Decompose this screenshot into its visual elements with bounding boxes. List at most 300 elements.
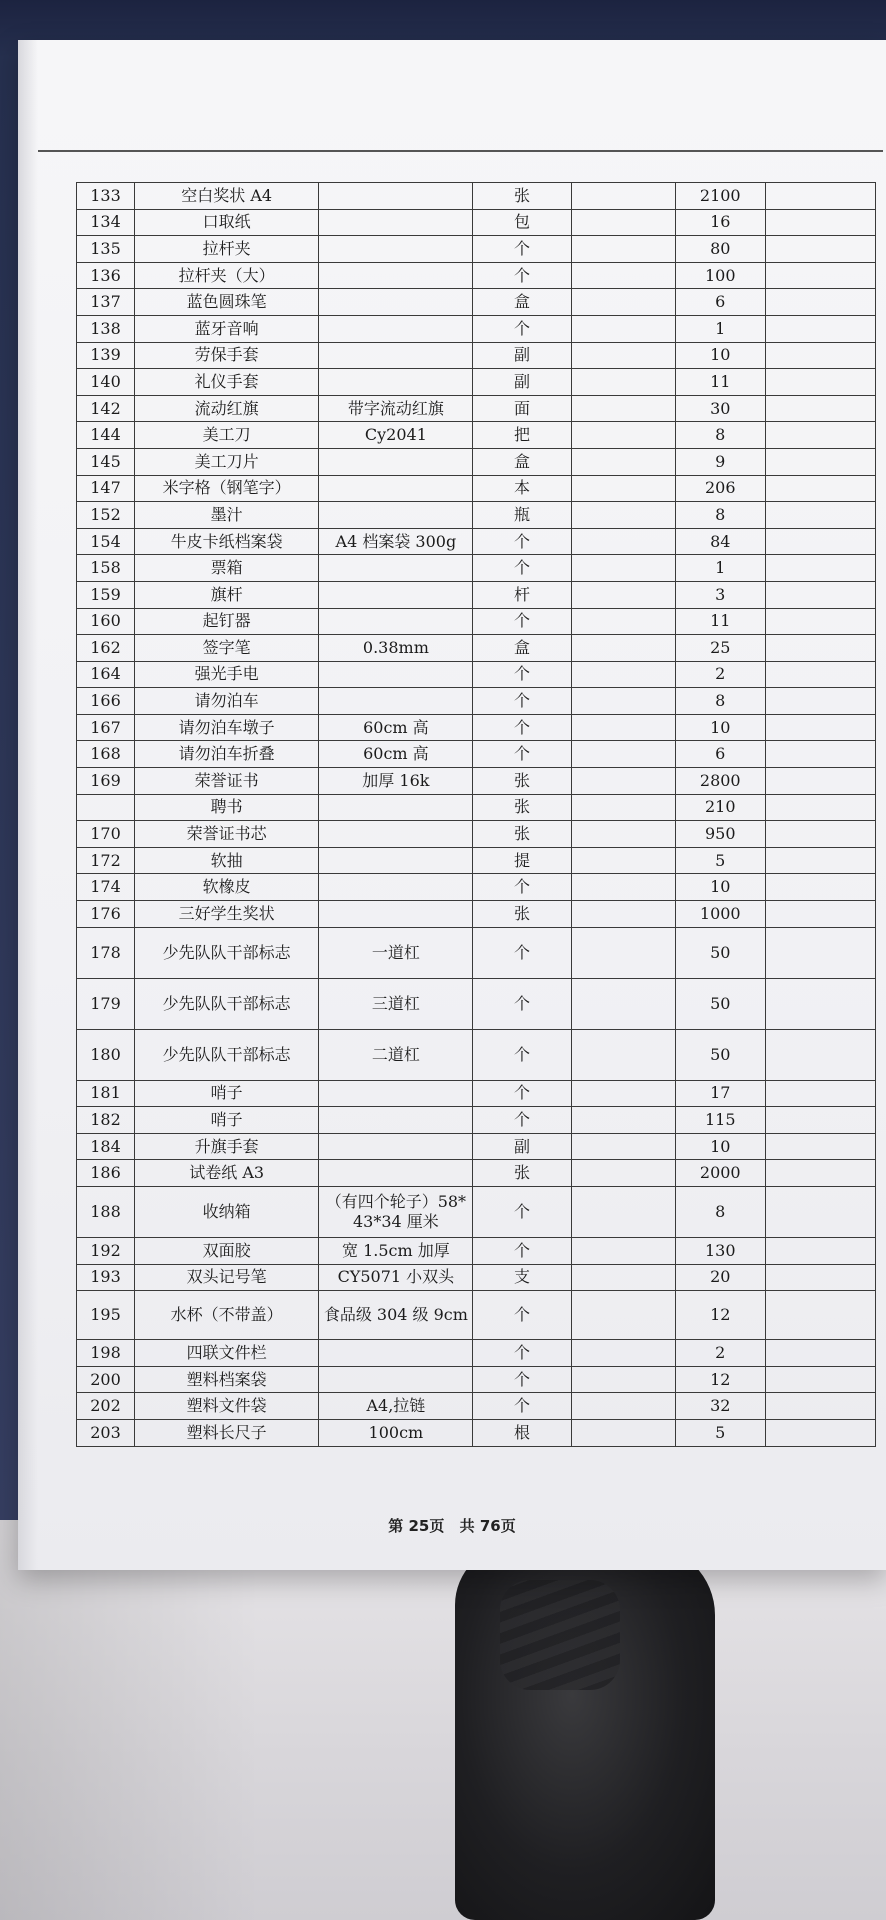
- cell-item-unit: 个: [473, 1340, 571, 1367]
- cell-item-number: 164: [77, 661, 135, 688]
- table-row: [77, 1366, 876, 1393]
- cell-blank: [571, 901, 675, 928]
- cell-item-quantity: 3: [675, 581, 765, 608]
- cell-item-spec: [319, 1340, 473, 1367]
- cell-blank: [765, 262, 875, 289]
- cell-item-quantity: 6: [675, 289, 765, 316]
- cell-blank: [571, 315, 675, 342]
- table-row: [77, 927, 876, 978]
- cell-blank: [765, 581, 875, 608]
- cell-item-number: 172: [77, 847, 135, 874]
- cell-item-number: 176: [77, 901, 135, 928]
- cell-blank: [765, 528, 875, 555]
- cell-item-spec: （有四个轮子）58*43*34 厘米: [319, 1187, 473, 1238]
- cell-item-quantity: 9: [675, 448, 765, 475]
- cell-blank: [571, 1340, 675, 1367]
- cell-item-unit: 个: [473, 1366, 571, 1393]
- cell-blank: [571, 1264, 675, 1291]
- cell-item-quantity: 1: [675, 555, 765, 582]
- cell-blank: [571, 978, 675, 1029]
- cell-item-name: 强光手电: [135, 661, 319, 688]
- cell-item-unit: 个: [473, 1393, 571, 1420]
- cell-item-spec: [319, 342, 473, 369]
- table-row: [77, 236, 876, 263]
- cell-item-unit: 把: [473, 422, 571, 449]
- cell-item-spec: [319, 262, 473, 289]
- cell-item-number: 181: [77, 1080, 135, 1107]
- cell-item-unit: 个: [473, 1187, 571, 1238]
- cell-item-number: 168: [77, 741, 135, 768]
- page-total: 共 76页: [459, 1517, 516, 1535]
- cell-item-number: 134: [77, 209, 135, 236]
- cell-item-quantity: 32: [675, 1393, 765, 1420]
- cell-item-quantity: 130: [675, 1238, 765, 1265]
- cell-item-quantity: 12: [675, 1366, 765, 1393]
- cell-item-quantity: 1000: [675, 901, 765, 928]
- cell-blank: [571, 1238, 675, 1265]
- table-row: [77, 635, 876, 662]
- cell-blank: [571, 608, 675, 635]
- cell-item-quantity: 50: [675, 1029, 765, 1080]
- cell-item-name: 牛皮卡纸档案袋: [135, 528, 319, 555]
- cell-item-quantity: 8: [675, 688, 765, 715]
- table-row: [77, 1291, 876, 1340]
- cell-item-name: 少先队队干部标志: [135, 1029, 319, 1080]
- cell-blank: [571, 1187, 675, 1238]
- cell-item-quantity: 10: [675, 874, 765, 901]
- cell-item-name: 少先队队干部标志: [135, 927, 319, 978]
- cell-blank: [765, 448, 875, 475]
- cell-blank: [765, 1419, 875, 1446]
- cell-item-number: 135: [77, 236, 135, 263]
- cell-blank: [571, 1029, 675, 1080]
- cell-blank: [765, 236, 875, 263]
- paper-edge: [18, 40, 38, 1570]
- cell-item-number: 169: [77, 768, 135, 795]
- cell-blank: [571, 768, 675, 795]
- cell-blank: [571, 794, 675, 821]
- cell-blank: [571, 847, 675, 874]
- cell-blank: [765, 289, 875, 316]
- table-row: [77, 768, 876, 795]
- cell-item-unit: 杆: [473, 581, 571, 608]
- cell-item-unit: 提: [473, 847, 571, 874]
- cell-item-number: 145: [77, 448, 135, 475]
- boot-lace-detail: [500, 1580, 620, 1690]
- table-row: [77, 315, 876, 342]
- cell-item-spec: [319, 315, 473, 342]
- cell-item-name: 哨子: [135, 1080, 319, 1107]
- inventory-table: [76, 182, 876, 1447]
- cell-blank: [765, 1264, 875, 1291]
- cell-item-quantity: 80: [675, 236, 765, 263]
- cell-item-unit: 个: [473, 608, 571, 635]
- cell-item-number: 154: [77, 528, 135, 555]
- cell-item-spec: [319, 183, 473, 210]
- cell-item-name: 口取纸: [135, 209, 319, 236]
- cell-item-unit: 张: [473, 794, 571, 821]
- cell-item-number: 144: [77, 422, 135, 449]
- cell-item-unit: 个: [473, 978, 571, 1029]
- cell-item-quantity: 1: [675, 315, 765, 342]
- table-row: [77, 422, 876, 449]
- cell-item-quantity: 2800: [675, 768, 765, 795]
- cell-blank: [765, 1107, 875, 1134]
- cell-item-spec: [319, 1080, 473, 1107]
- cell-item-name: 流动红旗: [135, 395, 319, 422]
- table-row: [77, 1133, 876, 1160]
- cell-item-number: 192: [77, 1238, 135, 1265]
- cell-item-unit: 支: [473, 1264, 571, 1291]
- cell-item-number: 202: [77, 1393, 135, 1420]
- cell-blank: [571, 289, 675, 316]
- cell-blank: [571, 369, 675, 396]
- table-row: [77, 342, 876, 369]
- cell-item-spec: [319, 661, 473, 688]
- cell-item-quantity: 8: [675, 502, 765, 529]
- document-page: [18, 40, 886, 1570]
- table-row: [77, 1107, 876, 1134]
- cell-item-quantity: 84: [675, 528, 765, 555]
- cell-blank: [571, 1393, 675, 1420]
- cell-blank: [571, 741, 675, 768]
- cell-item-quantity: 8: [675, 422, 765, 449]
- cell-item-name: 双头记号笔: [135, 1264, 319, 1291]
- cell-item-name: 拉杆夹: [135, 236, 319, 263]
- cell-item-name: 软橡皮: [135, 874, 319, 901]
- cell-item-name: 墨汁: [135, 502, 319, 529]
- cell-item-quantity: 10: [675, 714, 765, 741]
- cell-item-name: 请勿泊车折叠: [135, 741, 319, 768]
- table-row: [77, 714, 876, 741]
- cell-item-unit: 张: [473, 768, 571, 795]
- cell-blank: [765, 369, 875, 396]
- table-row: [77, 369, 876, 396]
- cell-blank: [765, 901, 875, 928]
- cell-blank: [571, 1160, 675, 1187]
- cell-item-unit: 张: [473, 1160, 571, 1187]
- cell-blank: [571, 581, 675, 608]
- cell-item-unit: 副: [473, 342, 571, 369]
- cell-item-unit: 盒: [473, 448, 571, 475]
- cell-item-name: 收纳箱: [135, 1187, 319, 1238]
- floor-shadow: [0, 1520, 260, 1920]
- cell-item-quantity: 11: [675, 608, 765, 635]
- table-row: [77, 262, 876, 289]
- table-row: [77, 1393, 876, 1420]
- cell-item-spec: [319, 847, 473, 874]
- cell-item-name: 水杯（不带盖）: [135, 1291, 319, 1340]
- cell-item-unit: 瓶: [473, 502, 571, 529]
- table-row: [77, 448, 876, 475]
- cell-blank: [765, 422, 875, 449]
- cell-item-unit: 个: [473, 1107, 571, 1134]
- cell-blank: [765, 741, 875, 768]
- cell-item-number: 188: [77, 1187, 135, 1238]
- cell-item-unit: 副: [473, 1133, 571, 1160]
- cell-blank: [765, 1133, 875, 1160]
- table-row: [77, 741, 876, 768]
- cell-blank: [571, 1291, 675, 1340]
- cell-item-name: 蓝色圆珠笔: [135, 289, 319, 316]
- table-row: [77, 847, 876, 874]
- cell-item-quantity: 2: [675, 661, 765, 688]
- cell-item-quantity: 20: [675, 1264, 765, 1291]
- cell-item-spec: 60cm 高: [319, 741, 473, 768]
- cell-item-unit: 盒: [473, 289, 571, 316]
- cell-blank: [571, 209, 675, 236]
- cell-item-spec: A4,拉链: [319, 1393, 473, 1420]
- cell-item-spec: 一道杠: [319, 927, 473, 978]
- cell-blank: [765, 874, 875, 901]
- cell-blank: [571, 927, 675, 978]
- cell-item-name: 荣誉证书芯: [135, 821, 319, 848]
- cell-item-quantity: 50: [675, 927, 765, 978]
- cell-blank: [571, 395, 675, 422]
- cell-item-unit: 个: [473, 741, 571, 768]
- cell-blank: [765, 927, 875, 978]
- cell-item-number: 198: [77, 1340, 135, 1367]
- cell-blank: [765, 502, 875, 529]
- cell-blank: [765, 1187, 875, 1238]
- page-footer: [18, 1515, 886, 1536]
- cell-item-number: 186: [77, 1160, 135, 1187]
- cell-item-spec: [319, 555, 473, 582]
- cell-item-unit: 盒: [473, 635, 571, 662]
- cell-item-spec: [319, 794, 473, 821]
- page-number: 第 25页: [388, 1517, 445, 1535]
- cell-item-spec: [319, 901, 473, 928]
- cell-blank: [765, 1366, 875, 1393]
- cell-item-number: 158: [77, 555, 135, 582]
- cell-item-quantity: 10: [675, 342, 765, 369]
- table-row: [77, 1160, 876, 1187]
- cell-item-number: 138: [77, 315, 135, 342]
- cell-blank: [765, 209, 875, 236]
- cell-item-unit: 个: [473, 528, 571, 555]
- table-row: [77, 183, 876, 210]
- cell-item-quantity: 17: [675, 1080, 765, 1107]
- table-row: [77, 661, 876, 688]
- cell-item-spec: [319, 502, 473, 529]
- cell-item-name: 升旗手套: [135, 1133, 319, 1160]
- table-row: [77, 555, 876, 582]
- cell-item-quantity: 50: [675, 978, 765, 1029]
- header-rule: [38, 150, 883, 152]
- cell-blank: [765, 714, 875, 741]
- cell-item-number: 162: [77, 635, 135, 662]
- cell-item-name: 空白奖状 A4: [135, 183, 319, 210]
- cell-item-name: 聘书: [135, 794, 319, 821]
- cell-item-spec: CY5071 小双头: [319, 1264, 473, 1291]
- cell-blank: [765, 1291, 875, 1340]
- cell-blank: [571, 688, 675, 715]
- cell-item-name: 塑料长尺子: [135, 1419, 319, 1446]
- table-row: [77, 901, 876, 928]
- table-row: [77, 608, 876, 635]
- cell-blank: [765, 555, 875, 582]
- table-row: [77, 688, 876, 715]
- cell-item-spec: [319, 1160, 473, 1187]
- cell-blank: [765, 794, 875, 821]
- cell-item-unit: 张: [473, 901, 571, 928]
- cell-item-name: 塑料文件袋: [135, 1393, 319, 1420]
- cell-blank: [765, 1340, 875, 1367]
- cell-blank: [765, 183, 875, 210]
- cell-blank: [571, 1080, 675, 1107]
- cell-blank: [571, 1133, 675, 1160]
- cell-item-number: 167: [77, 714, 135, 741]
- cell-item-name: 双面胶: [135, 1238, 319, 1265]
- cell-item-unit: 个: [473, 927, 571, 978]
- table-row: [77, 1264, 876, 1291]
- table-row: [77, 874, 876, 901]
- table-row: [77, 289, 876, 316]
- cell-item-number: 180: [77, 1029, 135, 1080]
- cell-item-number: [77, 794, 135, 821]
- cell-blank: [765, 1160, 875, 1187]
- cell-item-unit: 个: [473, 1029, 571, 1080]
- table-row: [77, 209, 876, 236]
- table-row: [77, 1238, 876, 1265]
- cell-item-quantity: 115: [675, 1107, 765, 1134]
- cell-item-name: 塑料档案袋: [135, 1366, 319, 1393]
- cell-item-number: 142: [77, 395, 135, 422]
- cell-blank: [765, 608, 875, 635]
- cell-blank: [765, 395, 875, 422]
- cell-item-quantity: 206: [675, 475, 765, 502]
- cell-item-unit: 个: [473, 315, 571, 342]
- cell-item-quantity: 100: [675, 262, 765, 289]
- cell-item-name: 荣誉证书: [135, 768, 319, 795]
- cell-item-number: 195: [77, 1291, 135, 1340]
- cell-blank: [571, 422, 675, 449]
- table-row: [77, 1029, 876, 1080]
- cell-blank: [765, 978, 875, 1029]
- cell-item-quantity: 2000: [675, 1160, 765, 1187]
- cell-item-name: 礼仪手套: [135, 369, 319, 396]
- cell-item-name: 软抽: [135, 847, 319, 874]
- cell-item-spec: A4 档案袋 300g: [319, 528, 473, 555]
- cell-item-name: 四联文件栏: [135, 1340, 319, 1367]
- cell-blank: [571, 448, 675, 475]
- cell-item-unit: 个: [473, 1291, 571, 1340]
- cell-blank: [765, 1393, 875, 1420]
- cell-blank: [571, 1107, 675, 1134]
- cell-blank: [571, 661, 675, 688]
- cell-item-spec: 60cm 高: [319, 714, 473, 741]
- cell-item-name: 蓝牙音响: [135, 315, 319, 342]
- cell-blank: [571, 1366, 675, 1393]
- cell-item-unit: 个: [473, 262, 571, 289]
- cell-item-spec: [319, 289, 473, 316]
- cell-item-spec: 食品级 304 级 9cm: [319, 1291, 473, 1340]
- cell-blank: [765, 1080, 875, 1107]
- cell-item-spec: [319, 581, 473, 608]
- cell-item-number: 193: [77, 1264, 135, 1291]
- cell-blank: [571, 1419, 675, 1446]
- table-row: [77, 1187, 876, 1238]
- cell-item-quantity: 10: [675, 1133, 765, 1160]
- cell-blank: [571, 262, 675, 289]
- table-row: [77, 475, 876, 502]
- cell-blank: [571, 236, 675, 263]
- cell-item-unit: 本: [473, 475, 571, 502]
- table-row: [77, 528, 876, 555]
- cell-item-spec: 二道杠: [319, 1029, 473, 1080]
- cell-item-unit: 面: [473, 395, 571, 422]
- cell-item-quantity: 5: [675, 1419, 765, 1446]
- cell-item-number: 136: [77, 262, 135, 289]
- cell-item-number: 200: [77, 1366, 135, 1393]
- cell-item-number: 133: [77, 183, 135, 210]
- cell-blank: [571, 635, 675, 662]
- cell-blank: [765, 635, 875, 662]
- cell-item-spec: [319, 369, 473, 396]
- cell-item-name: 米字格（钢笔字）: [135, 475, 319, 502]
- cell-item-spec: 三道杠: [319, 978, 473, 1029]
- cell-item-spec: [319, 1107, 473, 1134]
- cell-blank: [765, 315, 875, 342]
- cell-item-name: 请勿泊车: [135, 688, 319, 715]
- cell-item-quantity: 210: [675, 794, 765, 821]
- cell-item-number: 174: [77, 874, 135, 901]
- cell-item-spec: 0.38mm: [319, 635, 473, 662]
- cell-item-number: 182: [77, 1107, 135, 1134]
- cell-item-spec: [319, 475, 473, 502]
- cell-item-quantity: 6: [675, 741, 765, 768]
- cell-item-name: 哨子: [135, 1107, 319, 1134]
- cell-blank: [571, 528, 675, 555]
- cell-item-unit: 个: [473, 1080, 571, 1107]
- cell-item-name: 少先队队干部标志: [135, 978, 319, 1029]
- cell-item-spec: [319, 209, 473, 236]
- inventory-table-body: [77, 183, 876, 1447]
- cell-item-quantity: 5: [675, 847, 765, 874]
- cell-blank: [765, 768, 875, 795]
- cell-blank: [765, 342, 875, 369]
- cell-item-quantity: 12: [675, 1291, 765, 1340]
- table-row: [77, 581, 876, 608]
- cell-item-number: 184: [77, 1133, 135, 1160]
- cell-blank: [571, 502, 675, 529]
- cell-item-name: 拉杆夹（大）: [135, 262, 319, 289]
- table-row: [77, 978, 876, 1029]
- cell-item-number: 152: [77, 502, 135, 529]
- cell-item-spec: [319, 821, 473, 848]
- cell-blank: [571, 714, 675, 741]
- table-row: [77, 395, 876, 422]
- cell-item-name: 试卷纸 A3: [135, 1160, 319, 1187]
- table-row: [77, 1080, 876, 1107]
- cell-blank: [765, 475, 875, 502]
- cell-item-quantity: 2100: [675, 183, 765, 210]
- cell-item-unit: 包: [473, 209, 571, 236]
- cell-item-spec: [319, 874, 473, 901]
- cell-item-number: 179: [77, 978, 135, 1029]
- cell-item-quantity: 25: [675, 635, 765, 662]
- cell-item-name: 起钉器: [135, 608, 319, 635]
- table-row: [77, 1419, 876, 1446]
- cell-blank: [571, 555, 675, 582]
- cell-blank: [765, 1238, 875, 1265]
- cell-item-unit: 个: [473, 688, 571, 715]
- cell-item-spec: 宽 1.5cm 加厚: [319, 1238, 473, 1265]
- cell-blank: [571, 183, 675, 210]
- cell-item-name: 签字笔: [135, 635, 319, 662]
- cell-item-unit: 个: [473, 714, 571, 741]
- cell-item-number: 147: [77, 475, 135, 502]
